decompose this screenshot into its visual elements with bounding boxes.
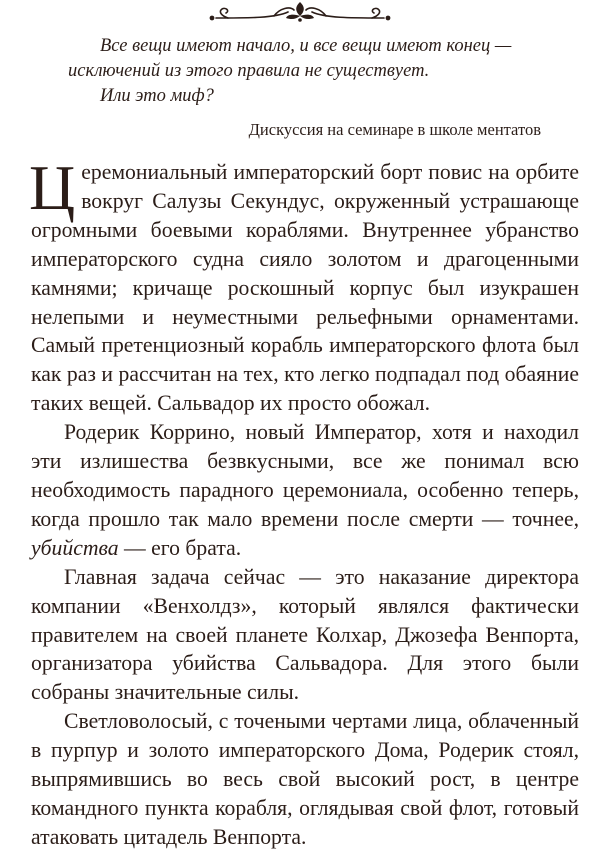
drop-cap: Ц — [29, 152, 76, 223]
paragraph-1-text: еремониальный императорский борт повис на орбите вокруг Салузы Секундус, окруженный устрашающе огромными боевыми кораблями. Внутреннее убранство императорского судна сияло золотом и драгоценными камнями; кричаще роскошный корпус был изукрашен нелепыми и неуместными рельефными орнаментами. Самый претенциозный корабль императорского флота был как раз и рассчитан на тех, кто легко подпадал под обаяние таких вещей. Сальвадор их просто обожал. — [31, 160, 579, 416]
fleuron-ornament-icon — [170, 0, 430, 24]
paragraph-4: Светловолосый, с точеными чертами лица, облаченный в пурпур и золото императорского Дома, Родерик стоял, выпрямившись во весь свой высокий рост, в центре командного пункта корабля, оглядывая свой флот, готовый атаковать цитадель Венпорта. — [31, 709, 579, 849]
chapter-text — [29, 152, 579, 852]
epigraph-source: Дискуссия на семинаре в школе ментатов — [248, 120, 541, 139]
epigraph-line-2: исключений из этого правила не существует. — [68, 61, 430, 81]
epigraph-line-3: Или это миф? — [100, 86, 214, 106]
paragraph-2-emphasis: убийства — [31, 535, 119, 560]
paragraph-1 — [29, 152, 579, 418]
paragraph-2 — [31, 418, 579, 563]
epigraph-line-1: Все вещи имеют начало, и все вещи имеют конец — — [100, 36, 512, 56]
paragraph-3: Главная задача сейчас — это наказание директора компании «Венхолдз», который являлся фактически правителем на своей планете Колхар, Джозефа Венпорта, организатора убийства Сальвадора. Для этого были собраны значительные силы. — [31, 564, 579, 705]
paragraph-2-end: — его брата. — [124, 535, 242, 560]
paragraph-2-text: Родерик Коррино, новый Император, хотя и находил эти излишества безвкусными, все же понимал всю необходимость парадного церемониала, особенно теперь, когда прошло так мало времени после смерти — точнее, — [31, 420, 579, 531]
